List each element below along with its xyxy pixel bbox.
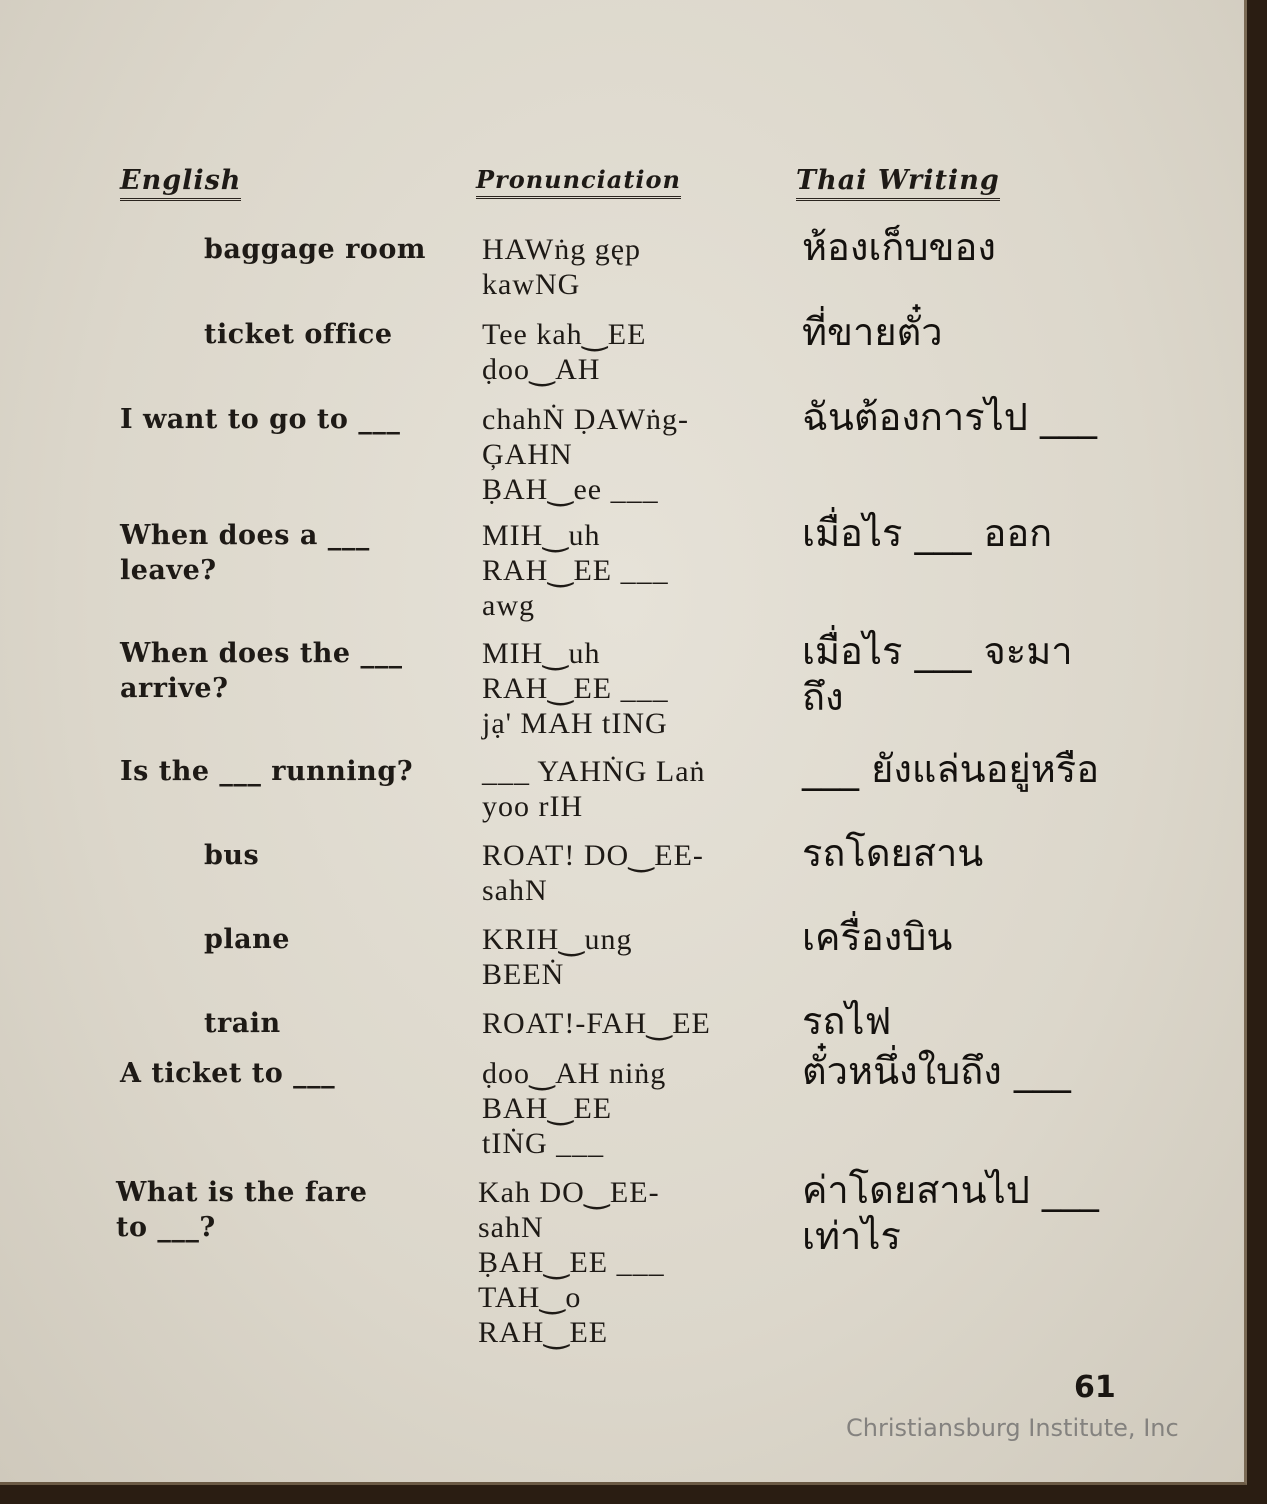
- pronunciation: KRIH‿ung BEEṄ: [482, 923, 633, 991]
- pronunciation: ḍoo‿AH niṅg BAH‿EE tIṄG ___: [482, 1057, 667, 1160]
- thai-writing: ที่ขายตั๋ว: [802, 310, 943, 354]
- pronunciation: Tee kah‿EE ḍoo‿AH: [482, 318, 647, 386]
- english-phrase: What is the fare to ___?: [116, 1177, 368, 1243]
- thai-writing: ฉันต้องการไป ___: [802, 395, 1097, 439]
- thai-writing: เครื่องบิน: [802, 915, 953, 959]
- pronunciation: HAWṅg gęp kawNG: [482, 233, 642, 301]
- pronunciation: ROAT! DO‿EE- sahN: [482, 839, 704, 907]
- english-phrase: baggage room: [204, 234, 426, 265]
- page-number: 61: [1074, 1370, 1116, 1405]
- english-phrase: plane: [204, 924, 290, 955]
- thai-writing: รถโดยสาน: [802, 831, 984, 875]
- column-header-thai: Thai Writing: [796, 165, 1000, 201]
- pronunciation: MIH‿uh RAH‿EE ___ awg: [482, 519, 669, 622]
- pronunciation: chahṄ ḌAWṅg- ĢAHN ḄAH‿ee ___: [482, 403, 690, 506]
- pronunciation: Kah DO‿EE- sahN ḄAH‿EE ___ TAH‿o RAH‿EE: [478, 1176, 665, 1349]
- english-phrase: Is the ___ running?: [120, 756, 414, 787]
- thai-writing: เมื่อไร ___ จะมา ถึง: [802, 629, 1073, 719]
- english-phrase: bus: [204, 840, 260, 871]
- pronunciation: MIH‿uh RAH‿EE ___ jạ' MAH tING: [482, 637, 669, 740]
- english-phrase: When does the ___ arrive?: [120, 638, 403, 704]
- english-phrase: train: [204, 1008, 281, 1039]
- thai-writing: ___ ยังแล่นอยู่หรือ: [802, 747, 1100, 791]
- watermark-credit: Christiansburg Institute, Inc: [846, 1414, 1179, 1442]
- thai-writing: ค่าโดยสานไป ___ เท่าไร: [802, 1168, 1099, 1258]
- column-header-english: English: [120, 165, 241, 201]
- english-phrase: I want to go to ___: [120, 404, 401, 435]
- pronunciation: ROAT!-FAH‿EE: [482, 1007, 711, 1040]
- thai-writing: รถไฟ: [802, 999, 892, 1043]
- english-phrase: A ticket to ___: [120, 1058, 336, 1089]
- english-phrase: ticket office: [204, 319, 393, 350]
- thai-writing: ห้องเก็บของ: [802, 225, 996, 269]
- thai-writing: ตั๋วหนึ่งใบถึง ___: [802, 1049, 1071, 1093]
- column-header-pronunciation: Pronunciation: [476, 165, 681, 199]
- pronunciation: ___ YAHṄG Laṅ yoo rIH: [482, 755, 706, 823]
- english-phrase: When does a ___ leave?: [120, 520, 370, 586]
- thai-writing: เมื่อไร ___ ออก: [802, 511, 1053, 555]
